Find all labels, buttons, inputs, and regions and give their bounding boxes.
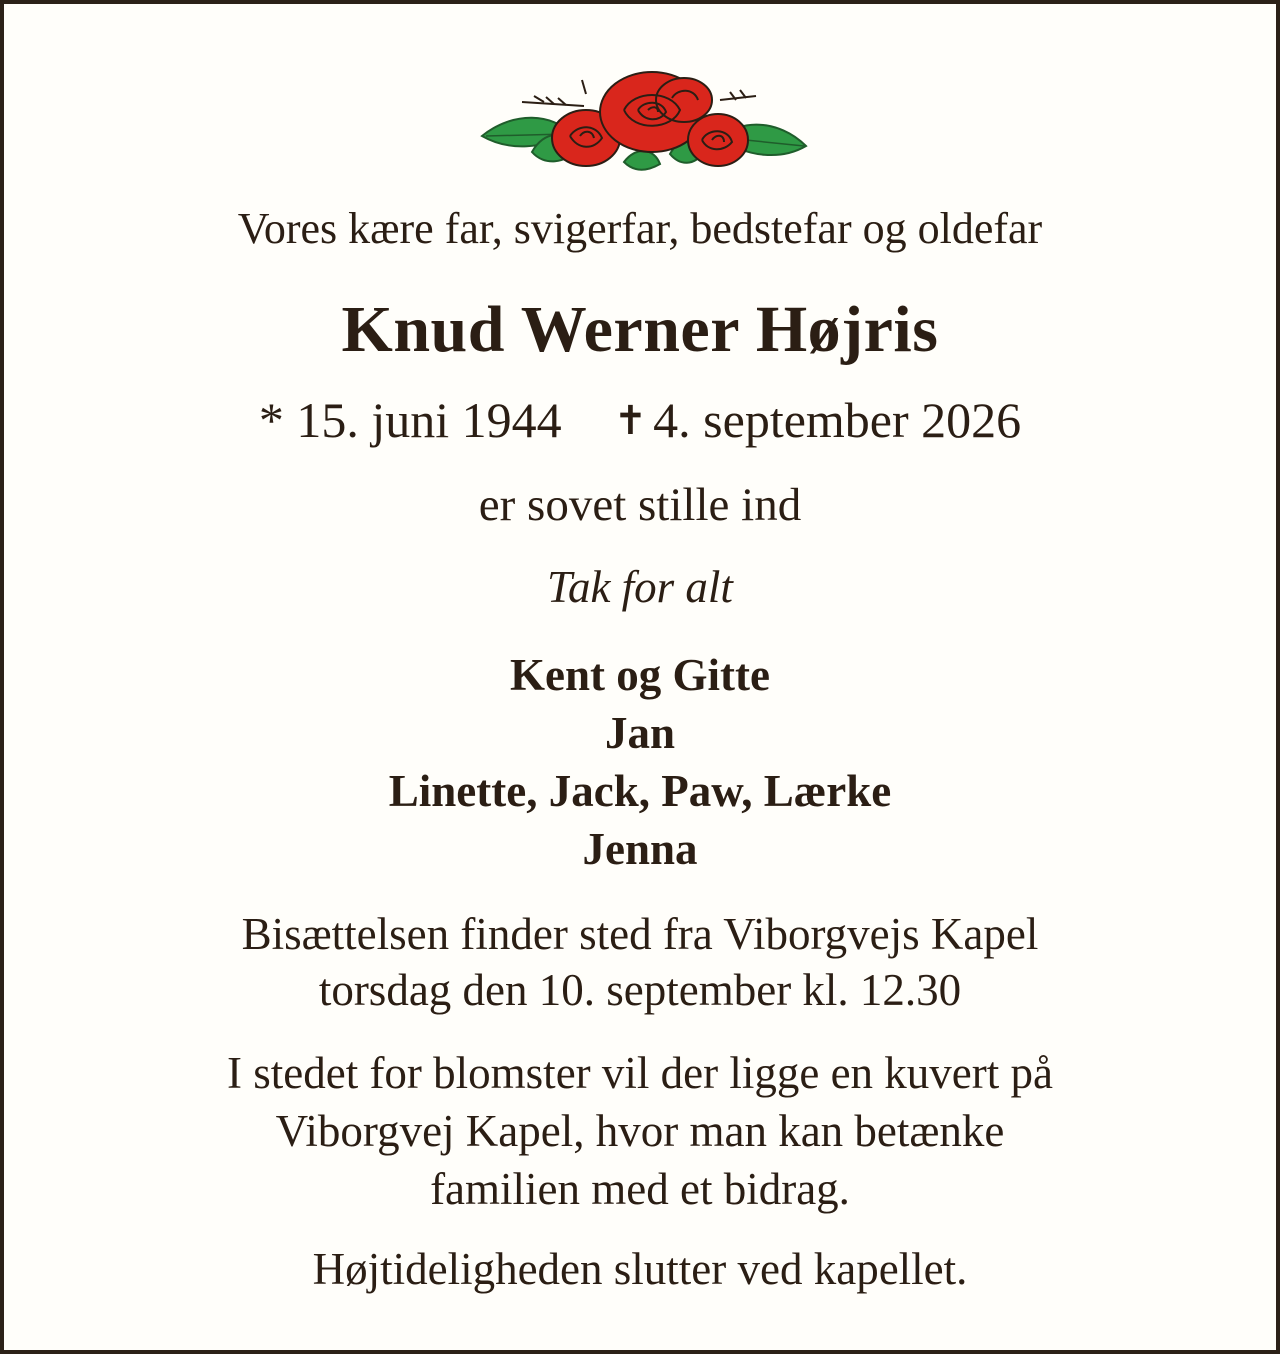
born-symbol: * [258,392,284,448]
family-list [4,646,1276,878]
family-line: Linette, Jack, Paw, Lærke [388,766,892,816]
family-line: Jan [604,708,676,758]
thanks-text: Tak for alt [547,562,733,612]
family-line: Kent og Gitte [510,650,770,700]
death-date: 4. september 2026 [653,392,1022,448]
closing-text: Højtideligheden slutter ved kapellet. [312,1244,968,1294]
flowers-line: familien med et bidrag. [430,1164,850,1214]
life-dates [4,392,1276,450]
family-line: Jenna [582,824,698,874]
ceremony-line: torsdag den 10. september kl. 12.30 [318,965,962,1015]
flowers-line: Viborgvej Kapel, hvor man kan betænke [275,1106,1005,1156]
ceremony-line: Bisættelsen finder sted fra Viborgvejs Kapel [241,909,1039,959]
birth-date: 15. juni 1944 [296,392,562,448]
ceremony-info [4,906,1276,1018]
passed-text: er sovet stille ind [478,479,802,531]
cross-icon: ✝ [613,398,648,444]
deceased-name: Knud Werner Højris [341,293,939,366]
flowers-note [4,1044,1276,1218]
flowers-line: I stedet for blomster vil der ligge en kuvert på [227,1048,1053,1098]
roses-icon [474,66,814,176]
intro-text: Vores kære far, svigerfar, bedstefar og oldefar [237,204,1043,253]
